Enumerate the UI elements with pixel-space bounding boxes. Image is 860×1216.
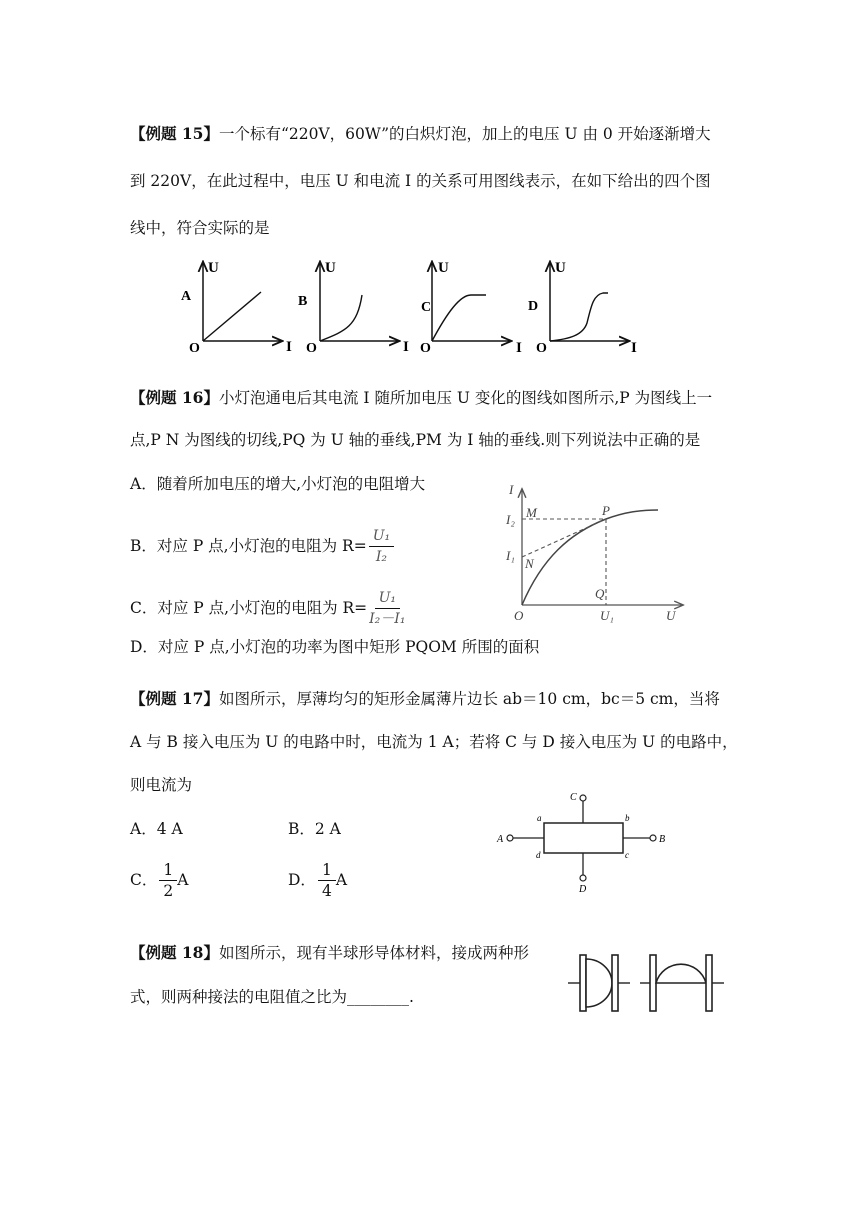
q17-corner-a: a (537, 813, 542, 823)
q18-hemisphere-left (586, 959, 612, 1007)
q15-line2: 到 220V，在此过程中，电压 U 和电流 I 的关系可用图线表示，在如下给出的四个图 (130, 172, 711, 190)
graph-d-curve (550, 293, 608, 341)
q17-label-d: D (579, 884, 587, 895)
graph-c-xaxis: I (516, 340, 522, 356)
q16-opt-b-text: B．对应 P 点,小灯泡的电阻为 R= (130, 537, 367, 555)
q17-opt-d-num: 1 (318, 861, 336, 881)
q15-graphs (175, 255, 655, 365)
graph-d-origin: O (536, 341, 547, 356)
q17-opt-c-prefix: C． (130, 871, 158, 889)
graph-b-origin: O (306, 341, 317, 356)
q16-opt-b-fraction (369, 527, 394, 566)
q16-q: Q (595, 586, 605, 601)
q16-opt-b-den: I₂ (375, 548, 387, 565)
q17-opt-a: A．4 A (130, 820, 183, 838)
q16-yaxis: I (509, 482, 514, 497)
graph-b-xaxis: I (403, 339, 409, 355)
q17-terminal-a (507, 835, 513, 841)
q15-text1: 一个标有“220V，60W”的白炽灯泡，加上的电压 U 由 0 开始逐渐增大 (218, 125, 711, 143)
q17-metal-sheet (544, 823, 623, 853)
graph-c-curve (432, 295, 486, 341)
graph-b-yaxis: U (325, 260, 336, 276)
q16-i2: I₂ (506, 512, 515, 527)
q16-tag: 【例题 16】 (130, 388, 219, 407)
q16-line1 (130, 388, 712, 408)
graph-d (528, 260, 637, 356)
q17-terminal-b (650, 835, 656, 841)
q17-opt-c-unit: A (177, 871, 189, 889)
q16-m: M (526, 505, 537, 520)
graph-a-yaxis: U (208, 260, 219, 276)
q17-opt-d (288, 858, 347, 902)
q16-opt-c-text: C．对应 P 点,小灯泡的电阻为 R= (130, 599, 368, 617)
q17-opt-d-prefix: D． (288, 871, 316, 889)
q17-opt-d-unit: A (335, 871, 348, 889)
q15-line3: 线中，符合实际的是 (130, 219, 270, 237)
q18-text1: 如图所示，现有半球形导体材料，接成两种形 (218, 944, 529, 962)
q16-i1: I₁ (506, 548, 515, 563)
q16-line2: 点,P N 为图线的切线,PQ 为 U 轴的垂线,PM 为 I 轴的垂线.则下列说法中正确的是 (130, 431, 701, 449)
graph-a-origin: O (189, 341, 200, 356)
q17-opt-c-fraction (159, 861, 177, 900)
graph-a-label: A (181, 289, 192, 304)
q17-opt-c-den: 2 (163, 881, 174, 900)
q17-opt-c-num: 1 (159, 861, 177, 881)
graph-c (420, 260, 522, 356)
q17-corner-b: b (625, 813, 630, 823)
q17-corner-c: c (625, 850, 629, 860)
q17-diagram (492, 785, 682, 895)
q17-label-a: A (497, 834, 504, 845)
q16-line-pn (522, 519, 606, 557)
q17-opt-b: B．2 A (288, 820, 341, 838)
q18-hemisphere-right (656, 964, 706, 983)
q17-label-c: C (570, 792, 577, 803)
q16-origin: O (514, 608, 524, 623)
q17-tag: 【例题 17】 (130, 689, 219, 708)
graph-d-yaxis: U (555, 260, 566, 276)
q16-n: N (525, 556, 534, 571)
q18-connection-sides (640, 955, 724, 1011)
q15-tag: 【例题 15】 (130, 124, 219, 143)
graph-d-xaxis: I (631, 340, 637, 356)
q17-label-b: B (659, 834, 666, 845)
q16-opt-d: D．对应 P 点,小灯泡的功率为图中矩形 PQOM 所围的面积 (130, 638, 540, 656)
graph-b-label: B (298, 294, 308, 309)
q16-curve (522, 510, 658, 605)
q15-line1 (130, 124, 711, 144)
q16-xaxis: U (666, 608, 676, 623)
q17-opt-d-den: 4 (321, 881, 332, 900)
graph-c-origin: O (420, 341, 431, 356)
graph-b-curve (320, 295, 362, 341)
q18-connection-flat-face (568, 955, 630, 1011)
q17-opt-d-fraction (318, 861, 336, 900)
q17-terminal-d (580, 875, 586, 881)
q16-opt-b (130, 518, 394, 574)
q18-diagram (560, 945, 750, 1025)
graph-c-label: C (421, 300, 432, 315)
graph-a-xaxis: I (286, 339, 292, 355)
q16-opt-b-num: U₁ (369, 527, 394, 547)
q16-opt-c-den: I₂－I₁ (369, 610, 406, 627)
q16-opt-c (130, 580, 405, 636)
q16-opt-c-fraction (369, 589, 405, 628)
q17-terminal-c (580, 795, 586, 801)
q18-line1 (130, 943, 529, 963)
q17-line3: 则电流为 (130, 776, 193, 794)
q16-u1: U₁ (600, 608, 614, 623)
q17-line1 (130, 689, 720, 709)
graph-a (181, 260, 292, 356)
graph-b (298, 260, 409, 356)
q17-opt-c (130, 858, 188, 902)
graph-c-yaxis: U (438, 260, 449, 276)
q16-opt-a: A．随着所加电压的增大,小灯泡的电阻增大 (130, 475, 426, 493)
q16-p: P (602, 503, 610, 518)
q16-opt-c-num: U₁ (375, 589, 400, 609)
graph-d-label: D (528, 299, 539, 314)
q17-line2: A 与 B 接入电压为 U 的电路中时，电流为 1 A；若将 C 与 D 接入电压为 U 的电路中， (130, 733, 738, 751)
q18-tag: 【例题 18】 (130, 943, 219, 962)
q16-graph (500, 478, 700, 628)
graph-a-curve (203, 292, 261, 341)
q18-line2: 式，则两种接法的电阻值之比为________. (130, 988, 414, 1006)
q17-text1: 如图所示，厚薄均匀的矩形金属薄片边长 ab＝10 cm，bc＝5 cm，当将 (218, 690, 720, 708)
q16-text1: 小灯泡通电后其电流 I 随所加电压 U 变化的图线如图所示,P 为图线上一 (218, 389, 713, 407)
q17-corner-d: d (536, 850, 541, 860)
